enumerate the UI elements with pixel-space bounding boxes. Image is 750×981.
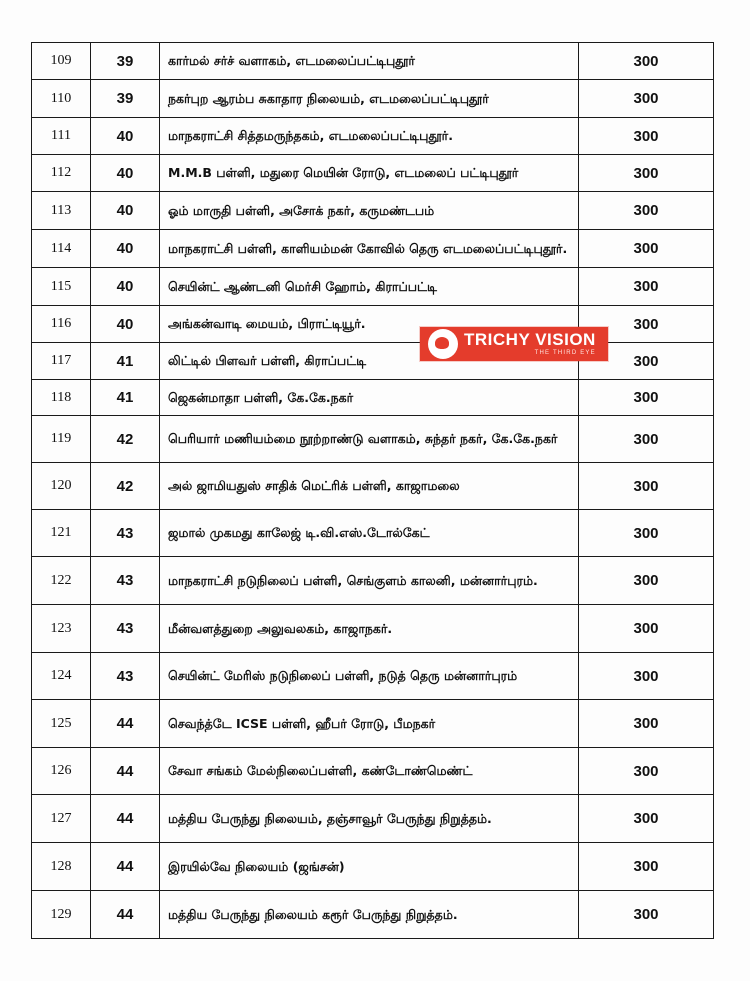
table-row bbox=[32, 416, 714, 463]
serial-number-cell: 116 bbox=[32, 306, 91, 343]
ward-number-cell: 40 bbox=[91, 192, 160, 230]
watermark-subtitle: THE THIRD EYE bbox=[534, 350, 596, 356]
ward-number-cell: 44 bbox=[91, 795, 160, 843]
capacity-cell: 300 bbox=[579, 155, 714, 192]
table-row bbox=[32, 43, 714, 80]
table-row bbox=[32, 306, 714, 343]
serial-number-cell: 112 bbox=[32, 155, 91, 192]
serial-number-cell: 124 bbox=[32, 653, 91, 700]
venue-name-cell: கார்மல் சர்ச் வளாகம், எடமலைப்பட்டிபுதூர் bbox=[160, 43, 579, 80]
capacity-cell: 300 bbox=[579, 268, 714, 306]
serial-number-cell: 109 bbox=[32, 43, 91, 80]
venue-name-cell: ஓம் மாருதி பள்ளி, அசோக் நகர், கருமண்டபம் bbox=[160, 192, 579, 230]
table-row bbox=[32, 80, 714, 118]
capacity-cell: 300 bbox=[579, 700, 714, 748]
venue-name-cell: இரயில்வே நிலையம் (ஜங்சன்) bbox=[160, 843, 579, 891]
ward-number-cell: 40 bbox=[91, 268, 160, 306]
capacity-cell: 300 bbox=[579, 748, 714, 795]
serial-number-cell: 120 bbox=[32, 463, 91, 510]
ward-number-cell: 44 bbox=[91, 700, 160, 748]
serial-number-cell: 126 bbox=[32, 748, 91, 795]
ward-number-cell: 44 bbox=[91, 748, 160, 795]
table-row bbox=[32, 268, 714, 306]
serial-number-cell: 125 bbox=[32, 700, 91, 748]
serial-number-cell: 113 bbox=[32, 192, 91, 230]
table-row bbox=[32, 891, 714, 939]
table-row bbox=[32, 843, 714, 891]
serial-number-cell: 114 bbox=[32, 230, 91, 268]
venue-name-cell: அல் ஜாமியதுஸ் சாதிக் மெட்ரிக் பள்ளி, காஜாமலை bbox=[160, 463, 579, 510]
serial-number-cell: 115 bbox=[32, 268, 91, 306]
ward-number-cell: 43 bbox=[91, 510, 160, 557]
eye-logo-icon bbox=[428, 329, 458, 359]
venue-name-cell: பெரியார் மணியம்மை நூற்றாண்டு வளாகம், சுந்தர் நகர், கே.கே.நகர் bbox=[160, 416, 579, 463]
venue-name-cell: லிட்டில் பிளவர் பள்ளி, கிராப்பட்டி bbox=[160, 343, 579, 380]
serial-number-cell: 127 bbox=[32, 795, 91, 843]
serial-number-cell: 129 bbox=[32, 891, 91, 939]
venue-name-cell: மீன்வளத்துறை அலுவலகம், காஜாநகர். bbox=[160, 605, 579, 653]
venue-name-cell: M.M.B பள்ளி, மதுரை மெயின் ரோடு, எடமலைப் பட்டிபுதூர் bbox=[160, 155, 579, 192]
table-row bbox=[32, 748, 714, 795]
serial-number-cell: 111 bbox=[32, 118, 91, 155]
table-row bbox=[32, 118, 714, 155]
capacity-cell: 300 bbox=[579, 605, 714, 653]
capacity-cell: 300 bbox=[579, 230, 714, 268]
table-row bbox=[32, 230, 714, 268]
table-row bbox=[32, 380, 714, 416]
venue-name-cell: செவந்த்டே ICSE பள்ளி, ஹீபர் ரோடு, பீமநகர் bbox=[160, 700, 579, 748]
ward-number-cell: 41 bbox=[91, 343, 160, 380]
table-row bbox=[32, 155, 714, 192]
capacity-cell: 300 bbox=[579, 43, 714, 80]
serial-number-cell: 110 bbox=[32, 80, 91, 118]
capacity-cell: 300 bbox=[579, 80, 714, 118]
capacity-cell: 300 bbox=[579, 891, 714, 939]
ward-number-cell: 41 bbox=[91, 380, 160, 416]
serial-number-cell: 121 bbox=[32, 510, 91, 557]
ward-number-cell: 43 bbox=[91, 605, 160, 653]
capacity-cell: 300 bbox=[579, 306, 714, 343]
venue-name-cell: நகர்புற ஆரம்ப சுகாதார நிலையம், எடமலைப்பட்டிபுதூர் bbox=[160, 80, 579, 118]
venue-name-cell: மாநகராட்சி நடுநிலைப் பள்ளி, செங்குளம் காலனி, மன்னார்புரம். bbox=[160, 557, 579, 605]
table-row bbox=[32, 557, 714, 605]
serial-number-cell: 119 bbox=[32, 416, 91, 463]
ward-number-cell: 40 bbox=[91, 306, 160, 343]
serial-number-cell: 123 bbox=[32, 605, 91, 653]
capacity-cell: 300 bbox=[579, 192, 714, 230]
ward-number-cell: 43 bbox=[91, 557, 160, 605]
capacity-cell: 300 bbox=[579, 343, 714, 380]
watermark-title: TRICHY VISION bbox=[464, 330, 596, 349]
table-row bbox=[32, 192, 714, 230]
venue-name-cell: மாநகராட்சி பள்ளி, காளியம்மன் கோவில் தெரு எடமலைப்பட்டிபுதூர். bbox=[160, 230, 579, 268]
venue-name-cell: மாநகராட்சி சித்தமருந்தகம், எடமலைப்பட்டிபுதூர். bbox=[160, 118, 579, 155]
venue-name-cell: செயின்ட் ஆண்டனி மெர்சி ஹோம், கிராப்பட்டி bbox=[160, 268, 579, 306]
ward-number-cell: 40 bbox=[91, 230, 160, 268]
ward-number-cell: 42 bbox=[91, 416, 160, 463]
capacity-cell: 300 bbox=[579, 380, 714, 416]
table-row bbox=[32, 463, 714, 510]
capacity-cell: 300 bbox=[579, 843, 714, 891]
serial-number-cell: 128 bbox=[32, 843, 91, 891]
capacity-cell: 300 bbox=[579, 557, 714, 605]
capacity-cell: 300 bbox=[579, 795, 714, 843]
venue-name-cell: செயின்ட் மேரிஸ் நடுநிலைப் பள்ளி, நடுத் தெரு மன்னார்புரம் bbox=[160, 653, 579, 700]
table-row bbox=[32, 700, 714, 748]
ward-number-cell: 39 bbox=[91, 80, 160, 118]
table-row bbox=[32, 510, 714, 557]
venue-name-cell: சேவா சங்கம் மேல்நிலைப்பள்ளி, கண்டோண்மெண்ட் bbox=[160, 748, 579, 795]
table-row bbox=[32, 653, 714, 700]
capacity-cell: 300 bbox=[579, 416, 714, 463]
venue-table bbox=[31, 42, 714, 939]
capacity-cell: 300 bbox=[579, 118, 714, 155]
ward-number-cell: 43 bbox=[91, 653, 160, 700]
venue-table-body bbox=[32, 43, 714, 939]
ward-number-cell: 44 bbox=[91, 891, 160, 939]
capacity-cell: 300 bbox=[579, 510, 714, 557]
table-row bbox=[32, 343, 714, 380]
ward-number-cell: 44 bbox=[91, 843, 160, 891]
ward-number-cell: 40 bbox=[91, 155, 160, 192]
venue-name-cell: மத்திய பேருந்து நிலையம் கரூர் பேருந்து நிறுத்தம். bbox=[160, 891, 579, 939]
ward-number-cell: 39 bbox=[91, 43, 160, 80]
venue-name-cell: ஜெகன்மாதா பள்ளி, கே.கே.நகர் bbox=[160, 380, 579, 416]
venue-name-cell: ஜமால் முகமது காலேஜ் டி.வி.எஸ்.டோல்கேட் bbox=[160, 510, 579, 557]
watermark bbox=[420, 327, 608, 361]
ward-number-cell: 42 bbox=[91, 463, 160, 510]
venue-name-cell: மத்திய பேருந்து நிலையம், தஞ்சாவூர் பேருந்து நிறுத்தம். bbox=[160, 795, 579, 843]
serial-number-cell: 122 bbox=[32, 557, 91, 605]
ward-number-cell: 40 bbox=[91, 118, 160, 155]
capacity-cell: 300 bbox=[579, 653, 714, 700]
venue-name-cell: அங்கன்வாடி மையம், பிராட்டியூர். bbox=[160, 306, 579, 343]
serial-number-cell: 118 bbox=[32, 380, 91, 416]
serial-number-cell: 117 bbox=[32, 343, 91, 380]
table-row bbox=[32, 605, 714, 653]
capacity-cell: 300 bbox=[579, 463, 714, 510]
table-row bbox=[32, 795, 714, 843]
